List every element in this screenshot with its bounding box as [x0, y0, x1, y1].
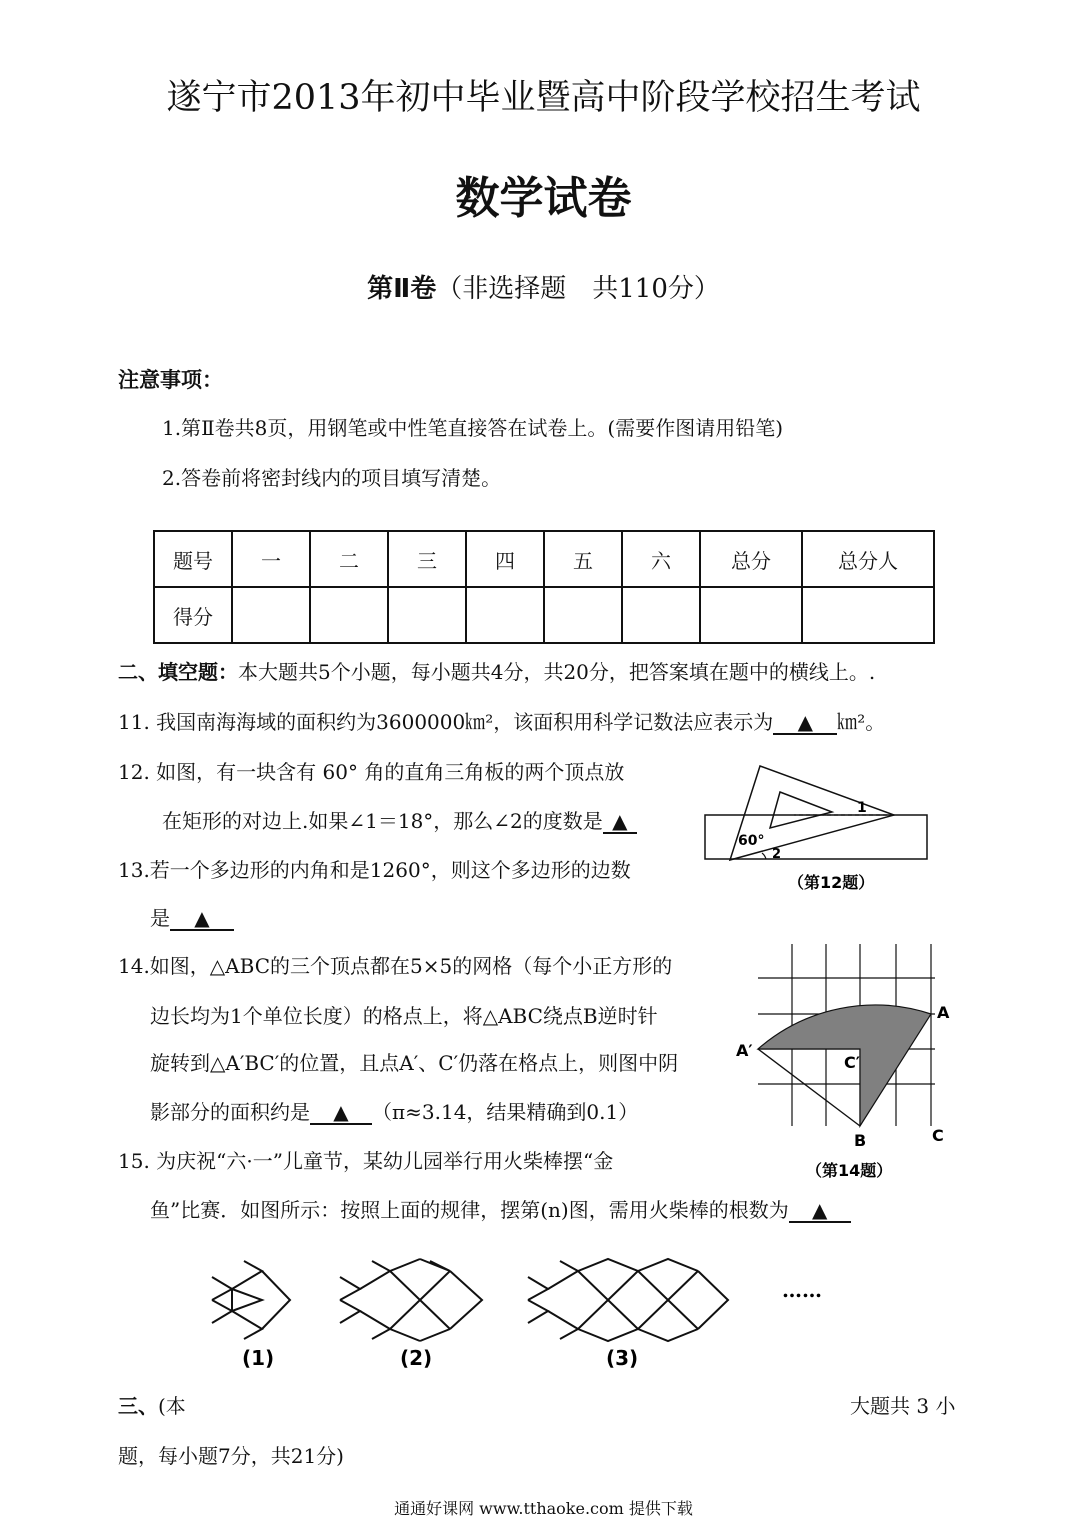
fish-label-1: (1) [242, 1346, 275, 1370]
figure-14 [730, 936, 960, 1186]
figure-15 [200, 1255, 840, 1375]
score-table-header: 三 [388, 531, 466, 587]
score-cell[interactable] [310, 587, 388, 643]
angle-2-arc [762, 853, 766, 859]
figure-14-caption: （第14题） [806, 1161, 893, 1180]
fish-3 [528, 1259, 728, 1341]
notes-heading: 注意事项： [118, 368, 223, 392]
score-row-label: 得分 [154, 587, 232, 643]
q14-answer-blank[interactable]: ▲ [310, 1101, 372, 1125]
score-table-header: 六 [622, 531, 700, 587]
score-cell[interactable] [232, 587, 310, 643]
note-item: 2.答卷前将密封线内的项目填写清楚。 [162, 466, 502, 490]
q11-text: 11. 我国南海海域的面积约为3600000㎞²，该面积用科学记数法应表示为 [118, 710, 774, 734]
question-11 [118, 706, 885, 735]
q14-line2: 边长均为1个单位长度）的格点上，将△ABC绕点B逆时针 [150, 1004, 658, 1028]
q11-unit: ㎞²。 [837, 710, 886, 734]
score-cell[interactable] [388, 587, 466, 643]
label-A: A [937, 1003, 950, 1022]
label-A-prime: A′ [736, 1041, 753, 1060]
score-cell[interactable] [700, 587, 802, 643]
section3-heading-bold: 三、 [118, 1394, 158, 1418]
label-B: B [854, 1131, 867, 1150]
score-cell[interactable] [466, 587, 544, 643]
score-table-header: 四 [466, 531, 544, 587]
volume-title [0, 268, 1087, 305]
section3-line2: 题，每小题7分，共21分) [118, 1444, 344, 1468]
q13-line1: 13.若一个多边形的内角和是1260°，则这个多边形的边数 [118, 858, 631, 882]
figure-12 [700, 760, 935, 900]
q13-line2 [150, 902, 234, 931]
label-60-degree: 60° [738, 833, 765, 849]
section2-heading-text: 本大题共5个小题，每小题共4分，共20分，把答案填在题中的横线上。. [238, 660, 876, 684]
score-table [153, 530, 935, 644]
q14-note: （π≈3.14，结果精确到0.1） [372, 1100, 639, 1124]
score-table-header: 总分 [700, 531, 802, 587]
label-angle-2: 2 [772, 847, 782, 862]
q15-line1: 15. 为庆祝“六·一”儿童节，某幼儿园举行用火柴棒摆“金 [118, 1149, 614, 1173]
q12-line1: 12. 如图，有一块含有 60° 角的直角三角板的两个顶点放 [118, 760, 625, 784]
score-table-header-row [154, 531, 934, 587]
q11-answer-blank[interactable]: ▲ [773, 711, 837, 735]
q12-answer-blank[interactable]: ▲ [603, 810, 637, 834]
label-angle-1: 1 [857, 800, 867, 816]
exam-title: 遂宁市2013年初中毕业暨高中阶段学校招生考试 [166, 78, 921, 118]
fish-1 [212, 1261, 290, 1339]
figure-12-caption: （第12题） [788, 873, 875, 892]
fish-label-2: (2) [400, 1346, 433, 1370]
ellipsis: …… [782, 1278, 822, 1302]
q14-line4 [150, 1096, 638, 1125]
section3-heading-left: (本 [158, 1394, 186, 1418]
label-C-prime: C′ [844, 1053, 860, 1072]
q12-text: 在矩形的对边上.如果∠1＝18°，那么∠2的度数是 [162, 809, 603, 833]
score-cell[interactable] [622, 587, 700, 643]
fish-label-3: (3) [606, 1346, 639, 1370]
section2-heading [118, 656, 875, 685]
section3-heading-right: 大题共 3 小 [850, 1394, 956, 1418]
q15-answer-blank[interactable]: ▲ [789, 1199, 851, 1223]
q13-text: 是 [150, 906, 170, 930]
note-item: 1.第Ⅱ卷共8页，用钢笔或中性笔直接答在试卷上。(需要作图请用铅笔) [162, 416, 784, 440]
fish-2 [340, 1259, 482, 1341]
volume-title-rest: （非选择题 共110分） [436, 274, 720, 304]
score-table-header: 总分人 [802, 531, 934, 587]
q14-line3: 旋转到△A′BC′的位置，且点A′、C′仍落在格点上，则图中阴 [150, 1051, 679, 1075]
q13-answer-blank[interactable]: ▲ [170, 907, 234, 931]
q12-line2 [162, 805, 637, 834]
volume-title-bold: 第Ⅱ卷 [367, 274, 437, 304]
score-table-score-row [154, 587, 934, 643]
score-table-header: 题号 [154, 531, 232, 587]
score-cell[interactable] [544, 587, 622, 643]
score-cell[interactable] [802, 587, 934, 643]
score-table-header: 二 [310, 531, 388, 587]
footer: 通通好课网 www.tthaoke.com 提供下载 [394, 1499, 693, 1518]
label-C: C [932, 1126, 944, 1145]
subject-title: 数学试卷 [455, 173, 632, 224]
q14-line1: 14.如图，△ABC的三个顶点都在5×5的网格（每个小正方形的 [118, 954, 673, 978]
score-table-header: 五 [544, 531, 622, 587]
set-square-inner [770, 792, 832, 828]
q14-text: 影部分的面积约是 [150, 1100, 310, 1124]
section3-heading [118, 1390, 186, 1419]
q15-text: 鱼”比赛．如图所示：按照上面的规律，摆第(n)图，需用火柴棒的根数为 [150, 1198, 789, 1222]
section2-heading-bold: 二、填空题： [118, 660, 238, 684]
score-table-header: 一 [232, 531, 310, 587]
q15-line2 [150, 1194, 851, 1223]
